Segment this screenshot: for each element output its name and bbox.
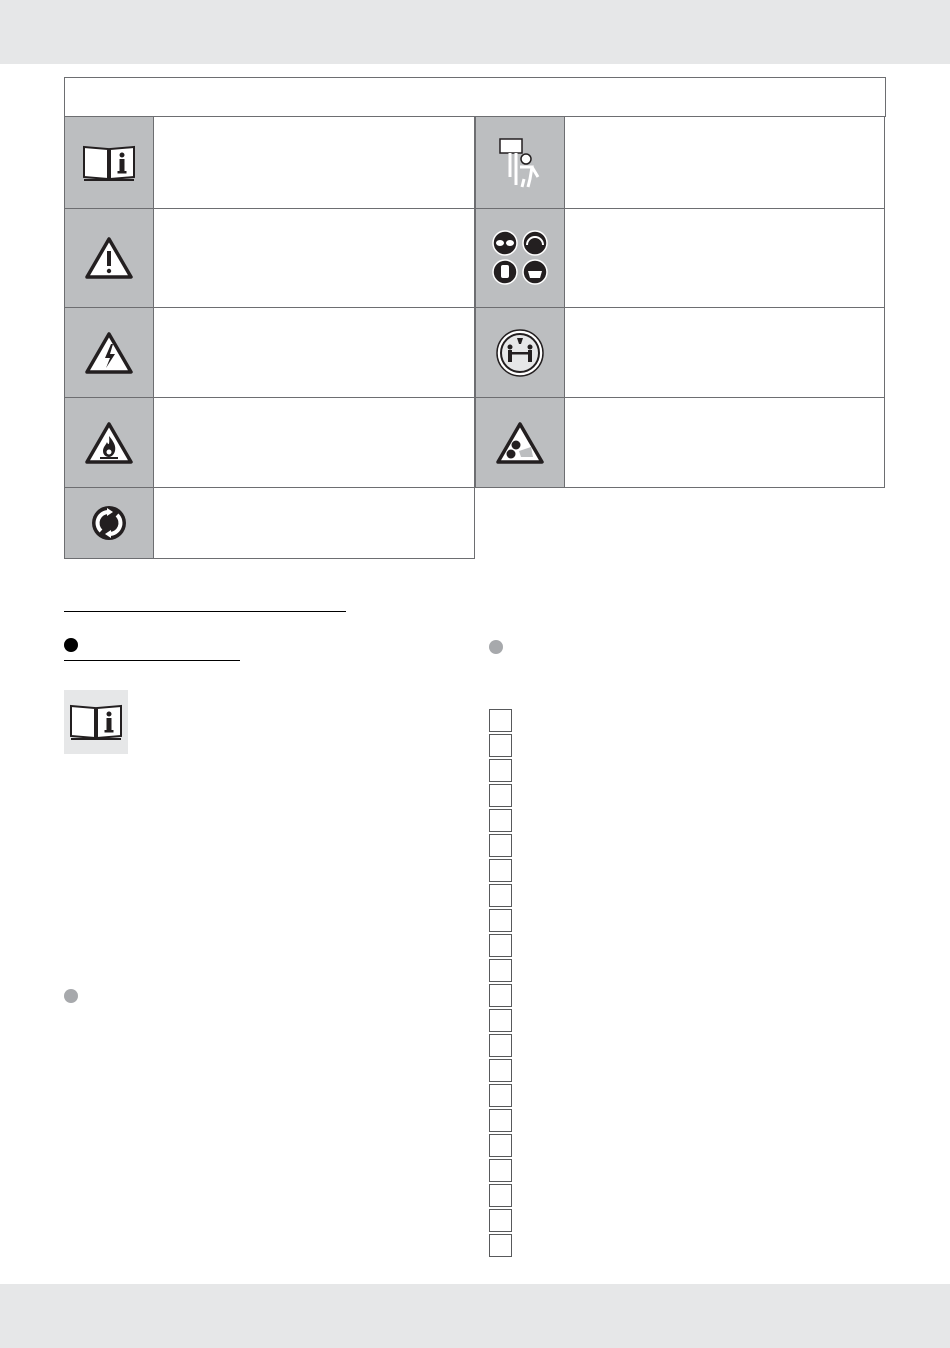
part-number-box bbox=[489, 1084, 512, 1107]
part-number-box bbox=[489, 709, 512, 732]
parts-list bbox=[489, 709, 512, 1259]
part-number-box bbox=[489, 884, 512, 907]
top-band bbox=[0, 0, 950, 64]
part-number-box bbox=[489, 759, 512, 782]
section-title-rule bbox=[64, 611, 346, 612]
subsection-bullet bbox=[64, 989, 78, 1003]
manual-info-icon bbox=[65, 117, 154, 208]
two-person-icon bbox=[476, 308, 565, 397]
part-number-box bbox=[489, 909, 512, 932]
part-number-box bbox=[489, 984, 512, 1007]
part-number-box bbox=[489, 1009, 512, 1032]
part-number-box bbox=[489, 1234, 512, 1257]
part-number-box bbox=[489, 959, 512, 982]
subsection-bullet bbox=[489, 640, 503, 654]
child-hazard-icon bbox=[476, 117, 565, 208]
symbol-row-recycling bbox=[64, 487, 475, 559]
symbol-row-manual bbox=[64, 116, 475, 209]
part-number-box bbox=[489, 859, 512, 882]
symbols-table-header bbox=[64, 77, 886, 117]
protective-equipment-icon bbox=[476, 209, 565, 307]
part-number-box bbox=[489, 1184, 512, 1207]
part-number-box bbox=[489, 1209, 512, 1232]
symbol-row-child bbox=[475, 116, 885, 209]
symbol-row-two-person bbox=[475, 307, 885, 398]
part-number-box bbox=[489, 809, 512, 832]
flammable-icon bbox=[65, 398, 154, 487]
part-number-box bbox=[489, 834, 512, 857]
symbol-row-flammable bbox=[64, 397, 475, 488]
section-bullet bbox=[64, 638, 78, 652]
part-number-box bbox=[489, 1109, 512, 1132]
electric-shock-icon bbox=[65, 308, 154, 397]
symbol-row-warning bbox=[64, 208, 475, 308]
subsection-title-rule bbox=[64, 660, 240, 661]
read-manual-icon bbox=[64, 690, 128, 754]
symbol-row-protective-equipment bbox=[475, 208, 885, 308]
part-number-box bbox=[489, 1134, 512, 1157]
flying-debris-icon bbox=[476, 398, 565, 487]
part-number-box bbox=[489, 784, 512, 807]
symbol-row-electric bbox=[64, 307, 475, 398]
part-number-box bbox=[489, 1034, 512, 1057]
part-number-box bbox=[489, 1059, 512, 1082]
warning-icon bbox=[65, 209, 154, 307]
symbol-row-debris bbox=[475, 397, 885, 488]
part-number-box bbox=[489, 734, 512, 757]
green-dot-icon bbox=[65, 488, 154, 558]
part-number-box bbox=[489, 934, 512, 957]
part-number-box bbox=[489, 1159, 512, 1182]
bottom-band bbox=[0, 1284, 950, 1348]
